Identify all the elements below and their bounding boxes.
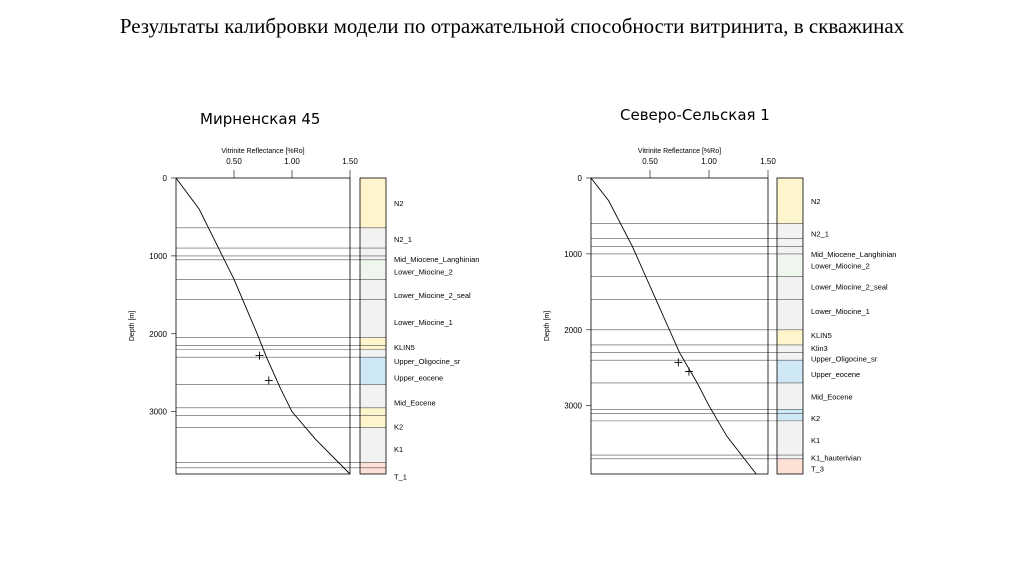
formation-fill — [777, 224, 803, 239]
formation-label: KLIN5 — [811, 331, 832, 341]
formation-fill — [360, 178, 386, 228]
formation-fill — [777, 409, 803, 420]
x-tick-label: 0.50 — [642, 157, 658, 166]
y-axis-title: Depth [m] — [544, 310, 551, 342]
x-tick-label: 0.50 — [226, 157, 242, 166]
formation-fill — [360, 349, 386, 357]
y-axis-title: Depth [m] — [129, 310, 136, 342]
formation-label: K1 — [394, 445, 404, 455]
formation-fill — [777, 330, 803, 345]
formation-fill — [777, 254, 803, 277]
formation-label: N2_1 — [394, 234, 412, 244]
y-tick-label: 0 — [577, 174, 582, 183]
formation-label: Mid_Eocene — [394, 398, 436, 408]
formation-fill — [777, 353, 803, 361]
formation-label: Upper_Oligocine_sr — [811, 354, 878, 364]
well-title-right: Северо-Сельская 1 — [620, 106, 770, 124]
formation-label: N2 — [811, 196, 821, 206]
formation-fill — [777, 299, 803, 329]
series-line — [176, 178, 350, 474]
formation-label: T_1 — [394, 472, 407, 482]
formation-label: Upper_eocene — [394, 373, 444, 383]
y-tick-label: 1000 — [149, 251, 167, 261]
formation-fill — [777, 383, 803, 410]
y-tick-label: 3000 — [564, 401, 582, 411]
plot-frame — [176, 178, 350, 474]
formation-fill — [777, 421, 803, 455]
formation-fill — [360, 279, 386, 299]
formation-fill — [360, 427, 386, 462]
formation-label: K1 — [811, 435, 821, 445]
plot-frame — [591, 178, 768, 474]
formation-fill — [360, 462, 386, 474]
formation-fill — [360, 248, 386, 260]
page-title: Результаты калибровки модели по отражательной способности витринита, в скважинах — [119, 14, 905, 38]
formation-fill — [360, 338, 386, 350]
measured-point — [674, 358, 682, 366]
series-line — [591, 178, 756, 474]
formation-fill — [777, 277, 803, 300]
formation-fill — [777, 459, 803, 474]
formation-label: N2_1 — [811, 229, 829, 239]
formation-fill — [360, 408, 386, 427]
formation-fill — [360, 260, 386, 279]
x-axis-title: Vitrinite Reflectance [%Ro] — [221, 148, 305, 155]
formation-label: Mid_Miocene_Langhinian — [811, 249, 897, 259]
formation-label: K2 — [394, 422, 404, 432]
well-title-left: Мирненская 45 — [200, 110, 321, 128]
formation-label: Lower_Miocine_2 — [394, 267, 453, 277]
formation-label: K1_hauterivian — [811, 453, 862, 463]
formation-label: KLIN5 — [394, 343, 415, 353]
formation-label: Upper_eocene — [811, 369, 861, 379]
formation-fill — [360, 384, 386, 407]
formation-label: Lower_Miocine_2 — [811, 261, 870, 271]
formation-label: Lower_Miocine_1 — [394, 318, 453, 328]
formation-label: N2 — [394, 198, 404, 208]
formation-fill — [777, 178, 803, 224]
formation-label: T_3 — [811, 464, 824, 474]
formation-fill — [777, 360, 803, 383]
formation-label: Lower_Miocine_2_seal — [811, 282, 888, 292]
formation-fill — [777, 345, 803, 353]
formation-label: K2 — [811, 413, 821, 423]
formation-label: Lower_Miocine_1 — [811, 306, 870, 316]
y-tick-label: 1000 — [564, 249, 582, 259]
x-tick-label: 1.00 — [701, 157, 717, 166]
formation-label: Upper_Oligocine_sr — [394, 357, 461, 367]
y-tick-label: 3000 — [149, 407, 167, 417]
formation-label: Mid_Miocene_Langhinian — [394, 255, 480, 265]
measured-point — [256, 352, 264, 360]
x-axis-title: Vitrinite Reflectance [%Ro] — [637, 148, 722, 155]
x-tick-label: 1.50 — [760, 157, 776, 166]
formation-label: Klin3 — [811, 344, 828, 354]
measured-point — [265, 377, 273, 385]
well-chart-left — [110, 140, 480, 485]
x-tick-label: 1.00 — [284, 157, 300, 166]
formation-fill — [777, 455, 803, 459]
x-tick-label: 1.50 — [342, 157, 358, 166]
formation-fill — [360, 300, 386, 338]
formation-label: Lower_Miocine_2_seal — [394, 290, 471, 300]
y-tick-label: 2000 — [564, 325, 582, 335]
formation-label: Mid_Eocene — [811, 392, 853, 402]
formation-fill — [360, 228, 386, 248]
y-tick-label: 0 — [162, 174, 167, 183]
formation-fill — [360, 357, 386, 384]
y-tick-label: 2000 — [149, 329, 167, 339]
well-chart-right — [525, 140, 897, 485]
